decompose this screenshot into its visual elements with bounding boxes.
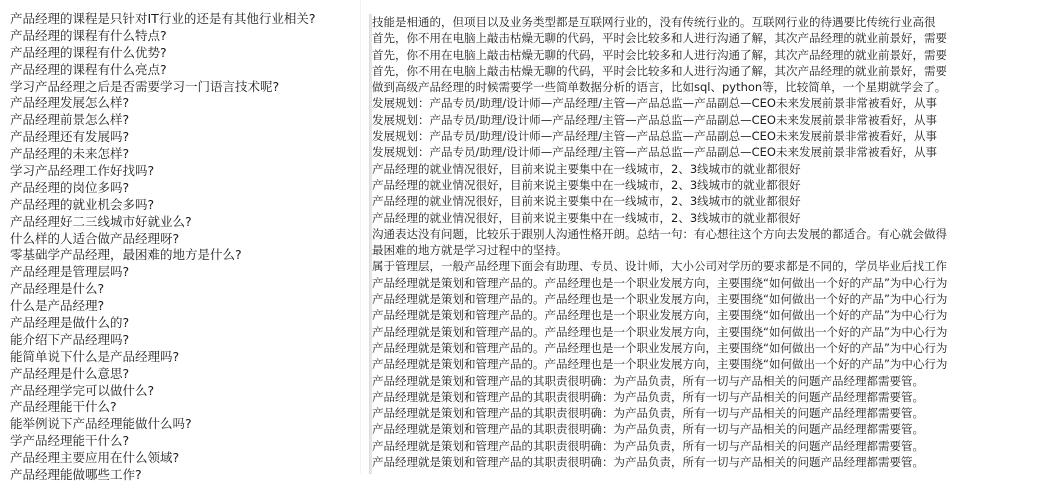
answer-cell[interactable]: 产品经理就是策划和管理产品的。产品经理也是一个职业发展方向，主要围绕“如何做出一个好的产品”为中心行为 bbox=[372, 357, 948, 372]
answer-cell[interactable]: 沟通表达没有问题，比较乐于跟别人沟通性格开朗。总结一句：有心想往这个方向去发展的都适合。有心就会做得 bbox=[372, 226, 947, 241]
question-cell[interactable]: 能介绍下产品经理吗? bbox=[10, 331, 130, 347]
answer-cell[interactable]: 产品经理就是策划和管理产品的其职责很明确：为产品负责，所有一切与产品相关的问题产品经理都需要管。 bbox=[372, 422, 924, 437]
answer-cell[interactable]: 产品经理就是策划和管理产品的。产品经理也是一个职业发展方向，主要围绕“如何做出一个好的产品”为中心行为 bbox=[372, 275, 948, 290]
answer-cell[interactable]: 产品经理就是策划和管理产品的。产品经理也是一个职业发展方向，主要围绕“如何做出一个好的产品”为中心行为 bbox=[372, 308, 948, 323]
question-cell[interactable]: 产品经理是什么? bbox=[10, 281, 105, 297]
answer-cell[interactable]: 产品经理就是策划和管理产品的其职责很明确：为产品负责，所有一切与产品相关的问题产品经理都需要管。 bbox=[372, 389, 924, 404]
answer-cell[interactable]: 发展规划：产品专员/助理/设计师—产品经理/主管—产品总监—产品副总—CEO未来发展前景非常被看好，从事 bbox=[372, 145, 937, 160]
answer-cell[interactable]: 产品经理就是策划和管理产品的。产品经理也是一个职业发展方向，主要围绕“如何做出一个好的产品”为中心行为 bbox=[372, 292, 948, 307]
answer-cell[interactable]: 产品经理的就业情况很好，目前来说主要集中在一线城市，2、3线城市的就业都很好 bbox=[372, 161, 801, 176]
question-cell[interactable]: 产品经理是做什么的? bbox=[10, 315, 130, 331]
question-cell[interactable]: 学习产品经理工作好找吗? bbox=[10, 163, 155, 179]
answer-cell[interactable]: 发展规划：产品专员/助理/设计师—产品经理/主管—产品总监—产品副总—CEO未来发展前景非常被看好，从事 bbox=[372, 112, 937, 127]
question-cell[interactable]: 产品经理的课程有什么亮点? bbox=[10, 61, 167, 77]
answer-cell[interactable]: 产品经理的就业情况很好，目前来说主要集中在一线城市，2、3线城市的就业都很好 bbox=[372, 194, 801, 209]
question-cell[interactable]: 产品经理主要应用在什么领域? bbox=[10, 450, 180, 466]
answer-cell[interactable]: 首先，你不用在电脑上敲击枯燥无聊的代码，平时会比较多和人进行沟通了解，其次产品经理的就业前景好，需要 bbox=[372, 47, 947, 62]
question-cell[interactable]: 什么样的人适合做产品经理呀? bbox=[10, 230, 180, 246]
question-cell[interactable]: 产品经理学完可以做什么? bbox=[10, 382, 155, 398]
answer-cell[interactable]: 最困难的地方就是学习过程中的坚持。 bbox=[372, 243, 568, 258]
answer-cell[interactable]: 技能是相通的，但项目以及业务类型都是互联网行业的，没有传统行业的。互联网行业的待遇要比传统行业高很 bbox=[372, 15, 936, 29]
answer-cell[interactable]: 产品经理就是策划和管理产品的其职责很明确：为产品负责，所有一切与产品相关的问题产品经理都需要管。 bbox=[372, 438, 924, 453]
answer-cell[interactable]: 产品经理就是策划和管理产品的其职责很明确：为产品负责，所有一切与产品相关的问题产品经理都需要管。 bbox=[372, 455, 924, 470]
column-divider bbox=[360, 0, 361, 474]
answer-cell[interactable]: 发展规划：产品专员/助理/设计师—产品经理/主管—产品总监—产品副总—CEO未来发展前景非常被看好，从事 bbox=[372, 129, 937, 144]
question-cell[interactable]: 产品经理能做哪些工作? bbox=[10, 467, 142, 483]
question-cell[interactable]: 产品经理能干什么? bbox=[10, 399, 117, 415]
question-cell[interactable]: 产品经理的课程有什么特点? bbox=[10, 27, 167, 43]
answer-cell[interactable]: 属于管理层，一般产品经理下面会有助理、专员、设计师，大小公司对学历的要求都是不同的，学员毕业后找工作 bbox=[372, 259, 947, 274]
answer-cell[interactable]: 发展规划：产品专员/助理/设计师—产品经理/主管—产品总监—产品副总—CEO未来发展前景非常被看好，从事 bbox=[372, 96, 937, 111]
question-cell[interactable]: 什么是产品经理? bbox=[10, 298, 105, 314]
question-cell[interactable]: 产品经理的岗位多吗? bbox=[10, 179, 130, 195]
question-column bbox=[10, 11, 350, 483]
answer-cell[interactable]: 首先，你不用在电脑上敲击枯燥无聊的代码，平时会比较多和人进行沟通了解，其次产品经理的就业前景好，需要 bbox=[372, 63, 947, 78]
answer-cell[interactable]: 产品经理的就业情况很好，目前来说主要集中在一线城市，2、3线城市的就业都很好 bbox=[372, 177, 801, 192]
answer-column bbox=[369, 14, 1006, 474]
question-cell[interactable]: 能简单说下什么是产品经理吗? bbox=[10, 348, 180, 364]
question-cell[interactable]: 产品经理是什么意思? bbox=[10, 365, 130, 381]
question-cell[interactable]: 产品经理的课程有什么优势? bbox=[10, 44, 167, 60]
answer-cell[interactable]: 产品经理就是策划和管理产品的其职责很明确：为产品负责，所有一切与产品相关的问题产品经理都需要管。 bbox=[372, 406, 924, 421]
question-cell[interactable]: 产品经理的未来怎样? bbox=[10, 146, 130, 162]
answer-cell[interactable]: 做到高级产品经理的时候需要学一些简单数据分析的语言，比如sql、python等，比较简单，一个星期就学会了。 bbox=[372, 80, 947, 95]
question-cell[interactable]: 产品经理的就业机会多吗? bbox=[10, 196, 155, 212]
question-cell[interactable]: 能举例说下产品经理能做什么吗? bbox=[10, 416, 192, 432]
answer-cell[interactable]: 产品经理就是策划和管理产品的。产品经理也是一个职业发展方向，主要围绕“如何做出一个好的产品”为中心行为 bbox=[372, 340, 948, 355]
question-cell[interactable]: 零基础学产品经理，最困难的地方是什么? bbox=[10, 247, 242, 263]
question-cell[interactable]: 学习产品经理之后是否需要学习一门语言技术呢? bbox=[10, 78, 280, 94]
question-cell[interactable]: 产品经理前景怎么样? bbox=[10, 112, 130, 128]
answer-cell[interactable]: 产品经理就是策划和管理产品的。产品经理也是一个职业发展方向，主要围绕“如何做出一个好的产品”为中心行为 bbox=[372, 324, 948, 339]
answer-cell[interactable]: 产品经理的就业情况很好，目前来说主要集中在一线城市，2、3线城市的就业都很好 bbox=[372, 210, 801, 225]
question-cell[interactable]: 产品经理的课程是只针对IT行业的还是有其他行业相关? bbox=[10, 11, 316, 26]
question-cell[interactable]: 产品经理还有发展吗? bbox=[10, 129, 130, 145]
question-cell[interactable]: 产品经理好二三线城市好就业么? bbox=[10, 213, 192, 229]
answer-cell[interactable]: 产品经理就是策划和管理产品的其职责很明确：为产品负责，所有一切与产品相关的问题产品经理都需要管。 bbox=[372, 373, 924, 388]
question-cell[interactable]: 产品经理发展怎么样? bbox=[10, 95, 130, 111]
answer-cell[interactable]: 首先，你不用在电脑上敲击枯燥无聊的代码，平时会比较多和人进行沟通了解，其次产品经理的就业前景好，需要 bbox=[372, 31, 947, 46]
question-cell[interactable]: 产品经理是管理层吗? bbox=[10, 264, 130, 280]
question-cell[interactable]: 学产品经理能干什么? bbox=[10, 433, 130, 449]
